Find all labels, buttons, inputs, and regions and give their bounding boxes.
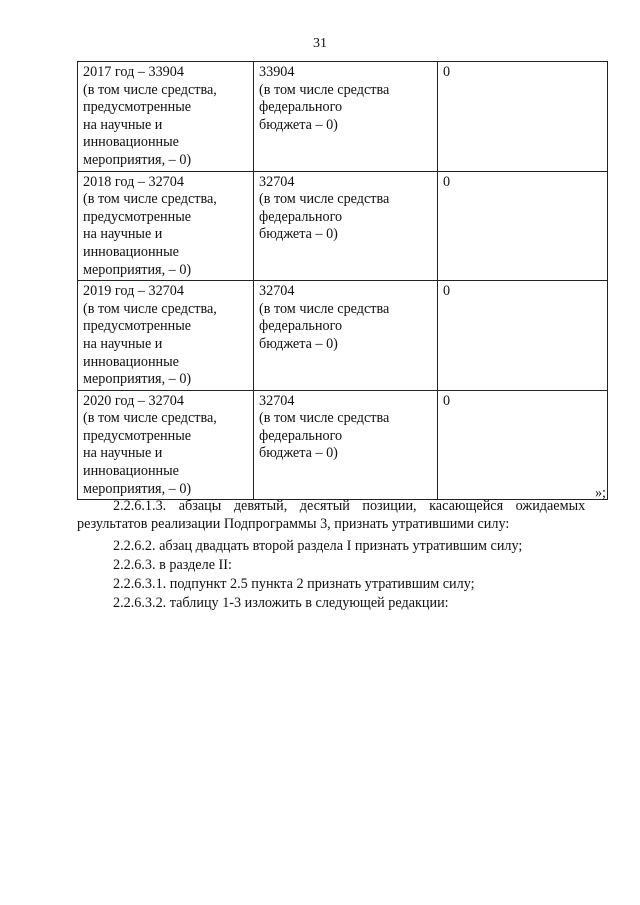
cell-text-line: 0 xyxy=(443,64,451,80)
cell-text-line: инновационные xyxy=(83,243,179,260)
table-row xyxy=(78,62,608,172)
closing-quote: »; xyxy=(594,485,606,501)
cell-text-line: федерального xyxy=(259,318,343,335)
paragraph-2-2-6-3-2: 2.2.6.3.2. таблицу 1-3 изложить в следующей редакции: xyxy=(113,595,449,611)
table-cell xyxy=(254,281,438,391)
cell-text-line: (в том числе средства xyxy=(259,191,390,208)
cell-text-line: 32704 xyxy=(259,283,295,300)
cell-text-line: на научные и xyxy=(83,116,163,133)
table-cell xyxy=(78,171,254,281)
cell-text-line: мероприятия, – 0) xyxy=(83,261,192,278)
paragraph-2-2-6-3: 2.2.6.3. в разделе II: xyxy=(113,557,232,573)
cell-text-line: мероприятия, – 0) xyxy=(83,371,192,388)
cell-text-line: на научные и xyxy=(83,226,163,243)
cell-text-line: 32704 xyxy=(259,173,295,190)
cell-text-line: (в том числе средства, xyxy=(83,410,217,427)
cell-text-line: 2018 год – 32704 xyxy=(83,173,184,190)
cell-text-line: мероприятия, – 0) xyxy=(83,480,192,497)
table-cell xyxy=(438,390,608,500)
table-cell xyxy=(78,281,254,391)
cell-text-line: бюджета – 0) xyxy=(259,335,338,352)
cell-text-line: (в том числе средства, xyxy=(83,300,217,317)
paragraph-line: результатов реализации Подпрограммы 3, признать утратившими силу: xyxy=(77,516,510,532)
cell-text-line: инновационные xyxy=(83,353,179,370)
cell-text-line: инновационные xyxy=(83,463,179,480)
cell-text-line: федерального xyxy=(259,427,343,444)
paragraph-line: 2.2.6.1.3. абзацы девятый, десятый позиции, касающейся ожидаемых xyxy=(113,498,586,514)
table-cell xyxy=(254,62,438,172)
paragraph-2-2-6-2: 2.2.6.2. абзац двадцать второй раздела I признать утратившим силу; xyxy=(113,538,523,554)
cell-text-line: 33904 xyxy=(259,64,295,80)
table-cell xyxy=(254,390,438,500)
cell-text-line: инновационные xyxy=(83,134,179,151)
table-row xyxy=(78,281,608,391)
table-cell xyxy=(254,171,438,281)
table-row xyxy=(78,171,608,281)
paragraph-2-2-6-3-1: 2.2.6.3.1. подпункт 2.5 пункта 2 признать утратившим силу; xyxy=(113,576,475,592)
table-cell xyxy=(438,62,608,172)
cell-text-line: мероприятия, – 0) xyxy=(83,151,192,168)
table-cell xyxy=(438,281,608,391)
cell-text-line: на научные и xyxy=(83,335,163,352)
cell-text-line: 0 xyxy=(443,392,451,409)
cell-text-line: 2017 год – 33904 xyxy=(83,64,184,80)
cell-text-line: 2019 год – 32704 xyxy=(83,283,184,300)
cell-text-line: федерального xyxy=(259,208,343,225)
page-number: 31 xyxy=(313,36,327,51)
table-cell xyxy=(78,390,254,500)
cell-text-line: предусмотренные xyxy=(83,427,192,444)
cell-text-line: на научные и xyxy=(83,445,163,462)
table-row xyxy=(78,390,608,500)
cell-text-line: (в том числе средства, xyxy=(83,191,217,208)
cell-text-line: бюджета – 0) xyxy=(259,226,338,243)
cell-text-line: 0 xyxy=(443,173,451,190)
table-cell xyxy=(78,62,254,172)
cell-text-line: (в том числе средства xyxy=(259,410,390,427)
cell-text-line: (в том числе средства xyxy=(259,300,390,317)
cell-text-line: (в том числе средства, xyxy=(83,81,217,98)
cell-text-line: бюджета – 0) xyxy=(259,445,338,462)
cell-text-line: предусмотренные xyxy=(83,318,192,335)
cell-text-line: бюджета – 0) xyxy=(259,116,338,133)
cell-text-line: 0 xyxy=(443,283,451,300)
table-cell xyxy=(438,171,608,281)
cell-text-line: предусмотренные xyxy=(83,208,192,225)
paragraph-2-2-6-1-3 xyxy=(77,497,607,533)
funding-table xyxy=(77,61,608,500)
cell-text-line: 2020 год – 32704 xyxy=(83,392,184,409)
cell-text-line: федерального xyxy=(259,99,343,116)
cell-text-line: 32704 xyxy=(259,392,295,409)
cell-text-line: предусмотренные xyxy=(83,99,192,116)
cell-text-line: (в том числе средства xyxy=(259,81,390,98)
